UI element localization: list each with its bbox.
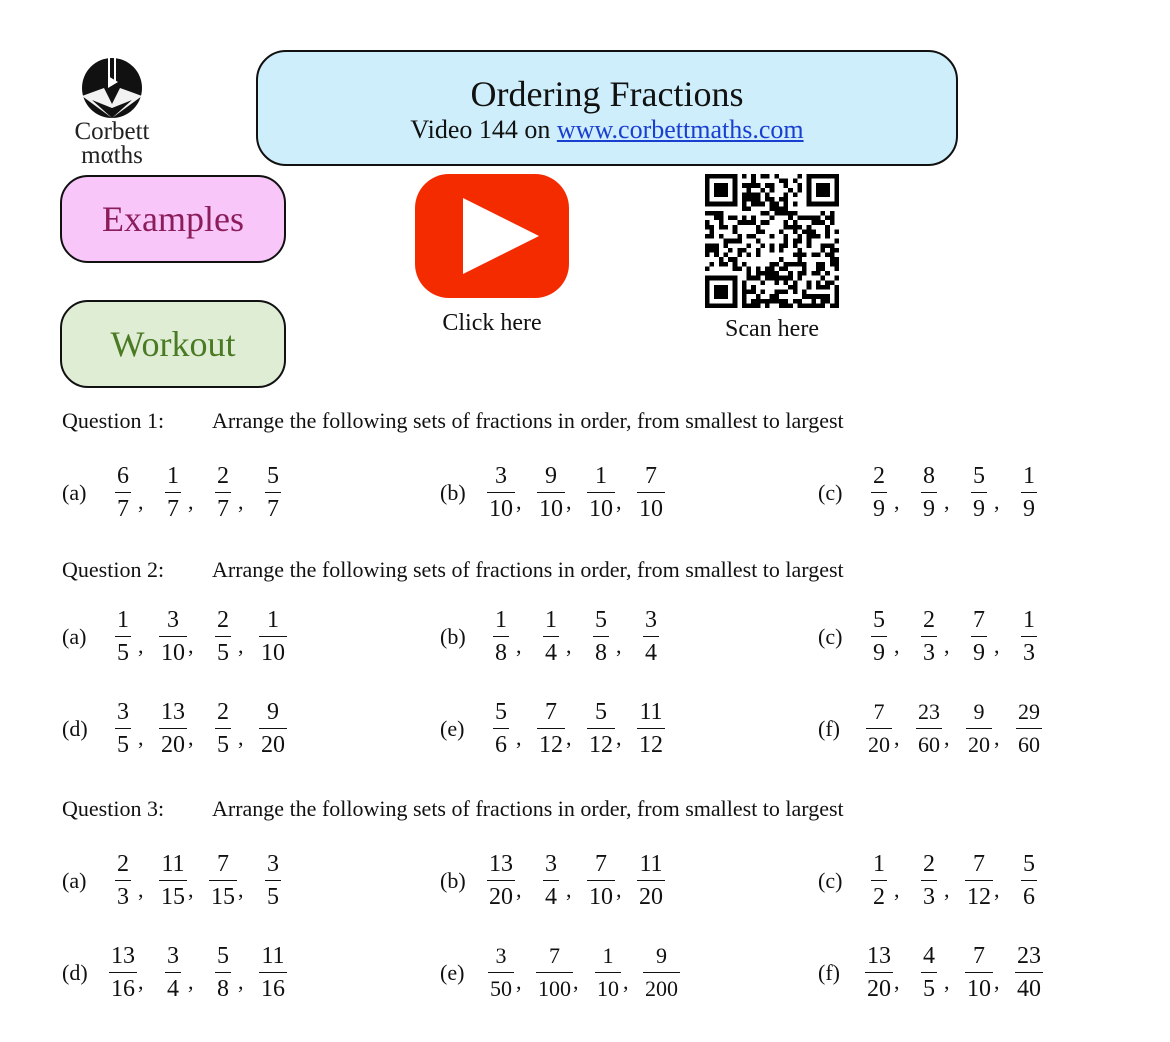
fraction-numerator: 3 bbox=[495, 463, 507, 489]
fraction bbox=[914, 942, 944, 1003]
question-heading bbox=[62, 408, 844, 434]
fraction-separator: , bbox=[138, 968, 144, 994]
part-label: (c) bbox=[818, 479, 843, 505]
fraction-numerator: 11 bbox=[261, 943, 285, 969]
fraction bbox=[158, 850, 188, 911]
fraction-denominator: 20 bbox=[865, 972, 893, 1003]
fraction-denominator: 10 bbox=[587, 880, 615, 911]
fraction-numerator: 9 bbox=[267, 699, 279, 725]
fraction-numerator: 9 bbox=[973, 699, 985, 724]
fraction-denominator: 7 bbox=[265, 492, 281, 523]
fraction-denominator: 6 bbox=[1021, 880, 1037, 911]
fraction-numerator: 1 bbox=[602, 943, 614, 968]
youtube-play-icon[interactable] bbox=[415, 174, 569, 298]
fraction-separator: , bbox=[616, 488, 622, 514]
fraction-denominator: 8 bbox=[215, 972, 231, 1003]
fraction-numerator: 7 bbox=[595, 851, 607, 877]
fraction-denominator: 3 bbox=[921, 880, 937, 911]
fraction-denominator: 16 bbox=[109, 972, 137, 1003]
fraction-denominator: 10 bbox=[259, 636, 287, 667]
fraction bbox=[864, 462, 894, 523]
fraction bbox=[208, 850, 238, 911]
fraction bbox=[636, 606, 666, 667]
fraction-denominator: 4 bbox=[543, 636, 559, 667]
fraction-denominator: 20 bbox=[487, 880, 515, 911]
fraction bbox=[258, 606, 288, 667]
fraction-denominator: 40 bbox=[1015, 972, 1043, 1003]
fraction bbox=[158, 942, 188, 1003]
question-part bbox=[818, 606, 1044, 667]
fraction-numerator: 3 bbox=[167, 607, 179, 633]
fraction bbox=[108, 606, 138, 667]
fraction-denominator: 10 bbox=[487, 492, 515, 523]
fraction-numerator: 9 bbox=[656, 943, 667, 968]
fraction-denominator: 5 bbox=[265, 880, 281, 911]
fraction bbox=[536, 850, 566, 911]
part-label: (c) bbox=[818, 867, 843, 893]
qr-code-icon[interactable] bbox=[705, 174, 839, 308]
fraction-numerator: 7 bbox=[645, 463, 657, 489]
fraction-numerator: 5 bbox=[1023, 851, 1035, 877]
fraction-numerator: 13 bbox=[489, 851, 513, 877]
fraction-numerator: 5 bbox=[873, 607, 885, 633]
fraction-separator: , bbox=[566, 876, 572, 902]
fraction-numerator: 5 bbox=[973, 463, 985, 489]
fraction-numerator: 2 bbox=[217, 463, 229, 489]
fraction-numerator: 7 bbox=[549, 943, 560, 968]
fraction-separator: , bbox=[944, 632, 950, 658]
fraction-numerator: 11 bbox=[639, 851, 663, 877]
fraction-denominator: 60 bbox=[1016, 728, 1042, 759]
fraction bbox=[208, 942, 238, 1003]
fraction-numerator: 5 bbox=[495, 699, 507, 725]
fraction-numerator: 5 bbox=[595, 699, 607, 725]
fraction bbox=[914, 698, 944, 759]
fraction-numerator: 2 bbox=[923, 851, 935, 877]
fraction-numerator: 5 bbox=[267, 463, 279, 489]
fraction bbox=[108, 462, 138, 523]
question-prompt: Arrange the following sets of fractions in order, from smallest to largest bbox=[212, 796, 844, 821]
part-label: (b) bbox=[440, 623, 466, 649]
website-link[interactable]: www.corbettmaths.com bbox=[556, 115, 804, 144]
fraction-separator: , bbox=[573, 968, 579, 994]
fraction bbox=[864, 606, 894, 667]
fraction-denominator: 20 bbox=[866, 728, 892, 759]
fraction-numerator: 23 bbox=[918, 699, 940, 724]
fraction-separator: , bbox=[566, 488, 572, 514]
corbettmaths-logo bbox=[62, 58, 162, 170]
fraction-denominator: 50 bbox=[488, 972, 514, 1003]
fraction-separator: , bbox=[944, 488, 950, 514]
fraction-separator: , bbox=[623, 968, 629, 994]
fraction-separator: , bbox=[616, 632, 622, 658]
fraction-separator: , bbox=[994, 488, 1000, 514]
fraction-separator: , bbox=[566, 632, 572, 658]
fraction bbox=[586, 462, 616, 523]
fraction-numerator: 3 bbox=[495, 943, 507, 968]
fraction-numerator: 13 bbox=[161, 699, 185, 725]
part-label: (a) bbox=[62, 867, 87, 893]
question-part bbox=[440, 606, 666, 667]
examples-button[interactable]: Examples bbox=[60, 175, 286, 263]
part-label: (d) bbox=[62, 715, 88, 741]
fraction-denominator: 10 bbox=[159, 636, 187, 667]
fraction-denominator: 5 bbox=[115, 728, 131, 759]
click-here-label[interactable]: Click here bbox=[442, 310, 542, 336]
fraction-denominator: 7 bbox=[165, 492, 181, 523]
fraction bbox=[208, 606, 238, 667]
fraction-denominator: 7 bbox=[215, 492, 231, 523]
fraction bbox=[108, 942, 138, 1003]
fraction bbox=[643, 942, 680, 1003]
fraction-separator: , bbox=[188, 488, 194, 514]
fraction-separator: , bbox=[238, 724, 244, 750]
fraction-denominator: 9 bbox=[971, 636, 987, 667]
fraction-separator: , bbox=[138, 488, 144, 514]
fraction-denominator: 3 bbox=[115, 880, 131, 911]
fraction-numerator: 3 bbox=[645, 607, 657, 633]
fraction bbox=[964, 698, 994, 759]
fraction-separator: , bbox=[238, 968, 244, 994]
question-part bbox=[62, 942, 288, 1003]
fraction-separator: , bbox=[616, 876, 622, 902]
fraction-separator: , bbox=[616, 724, 622, 750]
fraction bbox=[636, 698, 666, 759]
fraction bbox=[108, 850, 138, 911]
fraction bbox=[914, 462, 944, 523]
question-part bbox=[62, 462, 288, 523]
part-label: (e) bbox=[440, 959, 465, 985]
fraction-denominator: 10 bbox=[537, 492, 565, 523]
fraction-numerator: 23 bbox=[1017, 943, 1041, 969]
fraction-separator: , bbox=[516, 876, 522, 902]
fraction-separator: , bbox=[894, 724, 900, 750]
fraction bbox=[158, 462, 188, 523]
fraction-denominator: 8 bbox=[493, 636, 509, 667]
fraction-denominator: 20 bbox=[966, 728, 992, 759]
fraction-denominator: 9 bbox=[971, 492, 987, 523]
fraction-denominator: 2 bbox=[871, 880, 887, 911]
fraction-separator: , bbox=[944, 968, 950, 994]
fraction-denominator: 20 bbox=[159, 728, 187, 759]
fraction-denominator: 20 bbox=[637, 880, 665, 911]
fraction-denominator: 12 bbox=[965, 880, 993, 911]
fraction bbox=[486, 606, 516, 667]
question-part bbox=[440, 462, 666, 523]
fraction-separator: , bbox=[994, 876, 1000, 902]
fraction bbox=[208, 698, 238, 759]
fraction-numerator: 7 bbox=[973, 943, 985, 969]
question-part bbox=[440, 698, 666, 759]
fraction bbox=[486, 698, 516, 759]
fraction bbox=[964, 942, 994, 1003]
question-heading bbox=[62, 557, 844, 583]
fraction-numerator: 1 bbox=[117, 607, 129, 633]
fraction-numerator: 9 bbox=[545, 463, 557, 489]
fraction-separator: , bbox=[566, 724, 572, 750]
fraction-separator: , bbox=[994, 632, 1000, 658]
fraction-numerator: 1 bbox=[595, 463, 607, 489]
question-number: Question 1: bbox=[62, 408, 165, 433]
fraction-numerator: 5 bbox=[217, 943, 229, 969]
fraction-denominator: 12 bbox=[637, 728, 665, 759]
fraction-denominator: 5 bbox=[215, 636, 231, 667]
fraction bbox=[586, 698, 616, 759]
fraction-separator: , bbox=[894, 968, 900, 994]
fraction-numerator: 2 bbox=[873, 463, 885, 489]
fraction-numerator: 1 bbox=[873, 851, 885, 877]
fraction-numerator: 13 bbox=[867, 943, 891, 969]
fraction-denominator: 200 bbox=[643, 972, 680, 1003]
fraction-separator: , bbox=[894, 488, 900, 514]
fraction-separator: , bbox=[238, 488, 244, 514]
question-part bbox=[440, 850, 666, 911]
logo-text-line2: mαths bbox=[81, 142, 143, 169]
fraction bbox=[486, 942, 516, 1003]
fraction bbox=[258, 462, 288, 523]
fraction-numerator: 5 bbox=[595, 607, 607, 633]
question-part bbox=[818, 698, 1044, 759]
fraction-numerator: 7 bbox=[217, 851, 229, 877]
fraction bbox=[536, 942, 573, 1003]
question-part bbox=[62, 606, 288, 667]
fraction-denominator: 9 bbox=[871, 636, 887, 667]
fraction-denominator: 12 bbox=[537, 728, 565, 759]
fraction bbox=[158, 606, 188, 667]
fraction-separator: , bbox=[188, 968, 194, 994]
question-part bbox=[818, 942, 1044, 1003]
fraction-separator: , bbox=[516, 632, 522, 658]
fraction-numerator: 7 bbox=[973, 851, 985, 877]
fraction-denominator: 5 bbox=[215, 728, 231, 759]
fraction-denominator: 20 bbox=[259, 728, 287, 759]
video-reference bbox=[258, 114, 956, 146]
fraction-denominator: 16 bbox=[259, 972, 287, 1003]
fraction bbox=[486, 462, 516, 523]
fraction-numerator: 2 bbox=[923, 607, 935, 633]
fraction-denominator: 3 bbox=[921, 636, 937, 667]
fraction-separator: , bbox=[994, 968, 1000, 994]
scan-here-label: Scan here bbox=[725, 316, 819, 342]
fraction-denominator: 10 bbox=[965, 972, 993, 1003]
fraction bbox=[108, 698, 138, 759]
fraction-numerator: 1 bbox=[545, 607, 557, 633]
fraction-denominator: 4 bbox=[543, 880, 559, 911]
fraction-denominator: 9 bbox=[921, 492, 937, 523]
fraction bbox=[1014, 606, 1044, 667]
fraction-separator: , bbox=[238, 876, 244, 902]
fraction-numerator: 1 bbox=[267, 607, 279, 633]
fraction-separator: , bbox=[238, 632, 244, 658]
part-label: (f) bbox=[818, 959, 840, 985]
fraction bbox=[1014, 698, 1044, 759]
part-label: (b) bbox=[440, 867, 466, 893]
fraction-numerator: 1 bbox=[167, 463, 179, 489]
part-label: (a) bbox=[62, 479, 87, 505]
fraction-denominator: 4 bbox=[643, 636, 659, 667]
part-label: (a) bbox=[62, 623, 87, 649]
fraction-denominator: 9 bbox=[1021, 492, 1037, 523]
fraction bbox=[1014, 850, 1044, 911]
fraction-separator: , bbox=[516, 488, 522, 514]
question-part bbox=[62, 698, 288, 759]
fraction bbox=[208, 462, 238, 523]
fraction-numerator: 1 bbox=[1023, 463, 1035, 489]
question-part bbox=[440, 942, 680, 1003]
fraction bbox=[1014, 942, 1044, 1003]
fraction-numerator: 4 bbox=[923, 943, 935, 969]
fraction bbox=[1014, 462, 1044, 523]
fraction-numerator: 3 bbox=[117, 699, 129, 725]
fraction-separator: , bbox=[894, 632, 900, 658]
title-banner bbox=[256, 50, 958, 166]
fraction-denominator: 8 bbox=[593, 636, 609, 667]
fraction bbox=[586, 606, 616, 667]
fraction-denominator: 60 bbox=[916, 728, 942, 759]
fraction-numerator: 8 bbox=[923, 463, 935, 489]
fraction-separator: , bbox=[516, 724, 522, 750]
question-part bbox=[818, 462, 1044, 523]
fraction bbox=[258, 942, 288, 1003]
fraction-numerator: 29 bbox=[1018, 699, 1040, 724]
fraction bbox=[258, 850, 288, 911]
part-label: (e) bbox=[440, 715, 465, 741]
fraction-denominator: 4 bbox=[165, 972, 181, 1003]
fraction-separator: , bbox=[994, 724, 1000, 750]
part-label: (f) bbox=[818, 715, 840, 741]
fraction-numerator: 7 bbox=[973, 607, 985, 633]
fraction bbox=[586, 850, 616, 911]
logo-emblem-icon bbox=[62, 58, 162, 118]
fraction-numerator: 13 bbox=[111, 943, 135, 969]
fraction-separator: , bbox=[138, 724, 144, 750]
fraction bbox=[636, 462, 666, 523]
fraction-separator: , bbox=[188, 876, 194, 902]
logo-text-line1: Corbett bbox=[74, 118, 150, 145]
question-number: Question 3: bbox=[62, 796, 165, 821]
fraction-numerator: 7 bbox=[873, 699, 885, 724]
fraction bbox=[536, 462, 566, 523]
fraction-numerator: 3 bbox=[267, 851, 279, 877]
fraction bbox=[914, 850, 944, 911]
fraction-separator: , bbox=[188, 632, 194, 658]
fraction-numerator: 1 bbox=[495, 607, 507, 633]
fraction-numerator: 11 bbox=[639, 699, 663, 725]
fraction-denominator: 10 bbox=[587, 492, 615, 523]
fraction-numerator: 3 bbox=[545, 851, 557, 877]
fraction-denominator: 15 bbox=[159, 880, 187, 911]
fraction-denominator: 5 bbox=[115, 636, 131, 667]
fraction-denominator: 10 bbox=[637, 492, 665, 523]
question-part bbox=[62, 850, 288, 911]
fraction-numerator: 2 bbox=[117, 851, 129, 877]
part-label: (b) bbox=[440, 479, 466, 505]
fraction-numerator: 7 bbox=[545, 699, 557, 725]
fraction-denominator: 15 bbox=[209, 880, 237, 911]
fraction bbox=[593, 942, 623, 1003]
question-prompt: Arrange the following sets of fractions in order, from smallest to largest bbox=[212, 557, 844, 582]
fraction-separator: , bbox=[894, 876, 900, 902]
fraction-denominator: 10 bbox=[595, 972, 621, 1003]
fraction bbox=[158, 698, 188, 759]
part-label: (c) bbox=[818, 623, 843, 649]
fraction-denominator: 6 bbox=[493, 728, 509, 759]
fraction-numerator: 11 bbox=[161, 851, 185, 877]
question-heading bbox=[62, 796, 844, 822]
fraction-numerator: 3 bbox=[167, 943, 179, 969]
fraction-separator: , bbox=[944, 724, 950, 750]
fraction-numerator: 6 bbox=[117, 463, 129, 489]
fraction-denominator: 100 bbox=[536, 972, 573, 1003]
fraction-denominator: 5 bbox=[921, 972, 937, 1003]
fraction-separator: , bbox=[138, 632, 144, 658]
question-number: Question 2: bbox=[62, 557, 165, 582]
fraction bbox=[964, 606, 994, 667]
fraction-denominator: 12 bbox=[587, 728, 615, 759]
fraction-separator: , bbox=[516, 968, 522, 994]
fraction bbox=[964, 850, 994, 911]
fraction-numerator: 2 bbox=[217, 607, 229, 633]
fraction bbox=[536, 698, 566, 759]
fraction-separator: , bbox=[138, 876, 144, 902]
fraction bbox=[258, 698, 288, 759]
part-label: (d) bbox=[62, 959, 88, 985]
fraction bbox=[486, 850, 516, 911]
fraction-numerator: 2 bbox=[217, 699, 229, 725]
fraction-denominator: 9 bbox=[871, 492, 887, 523]
question-prompt: Arrange the following sets of fractions in order, from smallest to largest bbox=[212, 408, 844, 433]
fraction bbox=[536, 606, 566, 667]
fraction bbox=[914, 606, 944, 667]
fraction-denominator: 3 bbox=[1021, 636, 1037, 667]
page-title: Ordering Fractions bbox=[470, 74, 744, 114]
fraction bbox=[864, 698, 894, 759]
fraction-separator: , bbox=[944, 876, 950, 902]
fraction-numerator: 1 bbox=[1023, 607, 1035, 633]
fraction bbox=[964, 462, 994, 523]
question-part bbox=[818, 850, 1044, 911]
workout-button[interactable]: Workout bbox=[60, 300, 286, 388]
fraction-denominator: 7 bbox=[115, 492, 131, 523]
fraction-separator: , bbox=[188, 724, 194, 750]
fraction bbox=[636, 850, 666, 911]
fraction bbox=[864, 850, 894, 911]
video-reference-text: Video 144 on bbox=[410, 115, 557, 144]
fraction bbox=[864, 942, 894, 1003]
